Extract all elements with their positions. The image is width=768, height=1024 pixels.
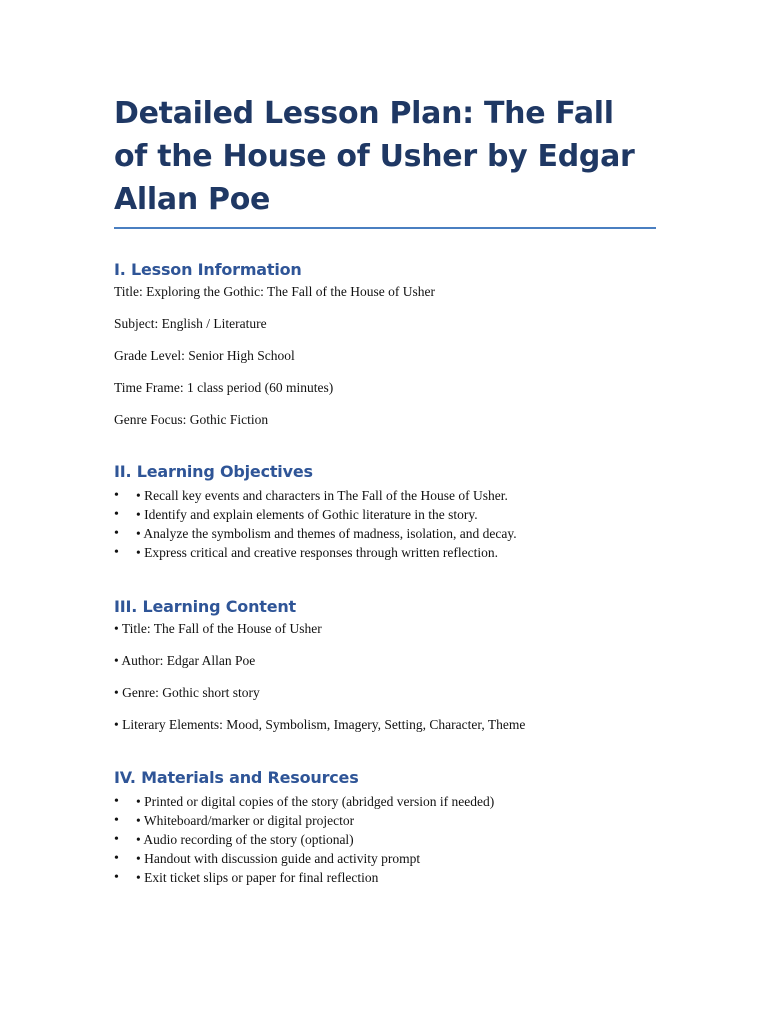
- list-item: [114, 486, 656, 505]
- material-text: • Handout with discussion guide and activity prompt: [136, 851, 421, 866]
- list-item: [114, 505, 656, 524]
- lesson-info-subject: Subject: English / Literature: [114, 316, 267, 331]
- list-item: [114, 524, 656, 543]
- content-literary-elements: • Literary Elements: Mood, Symbolism, Imagery, Setting, Character, Theme: [114, 717, 526, 732]
- bullet-icon: •: [114, 526, 119, 541]
- document-page: [114, 92, 656, 887]
- list-item: [114, 792, 656, 811]
- bullet-icon: •: [114, 851, 119, 866]
- material-text: • Exit ticket slips or paper for final reflection: [136, 870, 379, 885]
- list-item: [114, 849, 656, 868]
- section-heading-learning-objectives: II. Learning Objectives: [114, 462, 313, 481]
- bullet-icon: •: [114, 870, 119, 885]
- list-item: [114, 543, 656, 562]
- bullet-icon: •: [114, 488, 119, 503]
- objective-text: • Analyze the symbolism and themes of madness, isolation, and decay.: [136, 526, 517, 541]
- objective-text: • Identify and explain elements of Gothic literature in the story.: [136, 507, 478, 522]
- lesson-info-grade-level: Grade Level: Senior High School: [114, 348, 295, 363]
- section-heading-materials-resources: IV. Materials and Resources: [114, 768, 359, 787]
- material-text: • Printed or digital copies of the story (abridged version if needed): [136, 794, 495, 809]
- content-title: • Title: The Fall of the House of Usher: [114, 621, 322, 636]
- list-item: [114, 868, 656, 887]
- materials-list: [114, 792, 656, 887]
- bullet-icon: •: [114, 794, 119, 809]
- list-item: [114, 830, 656, 849]
- content-genre: • Genre: Gothic short story: [114, 685, 260, 700]
- list-item: [114, 811, 656, 830]
- material-text: • Audio recording of the story (optional): [136, 832, 354, 847]
- bullet-icon: •: [114, 545, 119, 560]
- objective-text: • Express critical and creative responses through written reflection.: [136, 545, 498, 560]
- bullet-icon: •: [114, 832, 119, 847]
- lesson-info-title: Title: Exploring the Gothic: The Fall of the House of Usher: [114, 284, 435, 299]
- document-title: Detailed Lesson Plan: The Fall of the House of Usher by Edgar Allan Poe: [114, 92, 656, 229]
- bullet-icon: •: [114, 813, 119, 828]
- content-author: • Author: Edgar Allan Poe: [114, 653, 256, 668]
- section-heading-lesson-information: I. Lesson Information: [114, 260, 302, 279]
- lesson-info-time-frame: Time Frame: 1 class period (60 minutes): [114, 380, 334, 395]
- objectives-list: [114, 486, 656, 562]
- section-heading-learning-content: III. Learning Content: [114, 597, 296, 616]
- bullet-icon: •: [114, 507, 119, 522]
- material-text: • Whiteboard/marker or digital projector: [136, 813, 355, 828]
- lesson-info-genre-focus: Genre Focus: Gothic Fiction: [114, 412, 269, 427]
- objective-text: • Recall key events and characters in The Fall of the House of Usher.: [136, 488, 508, 503]
